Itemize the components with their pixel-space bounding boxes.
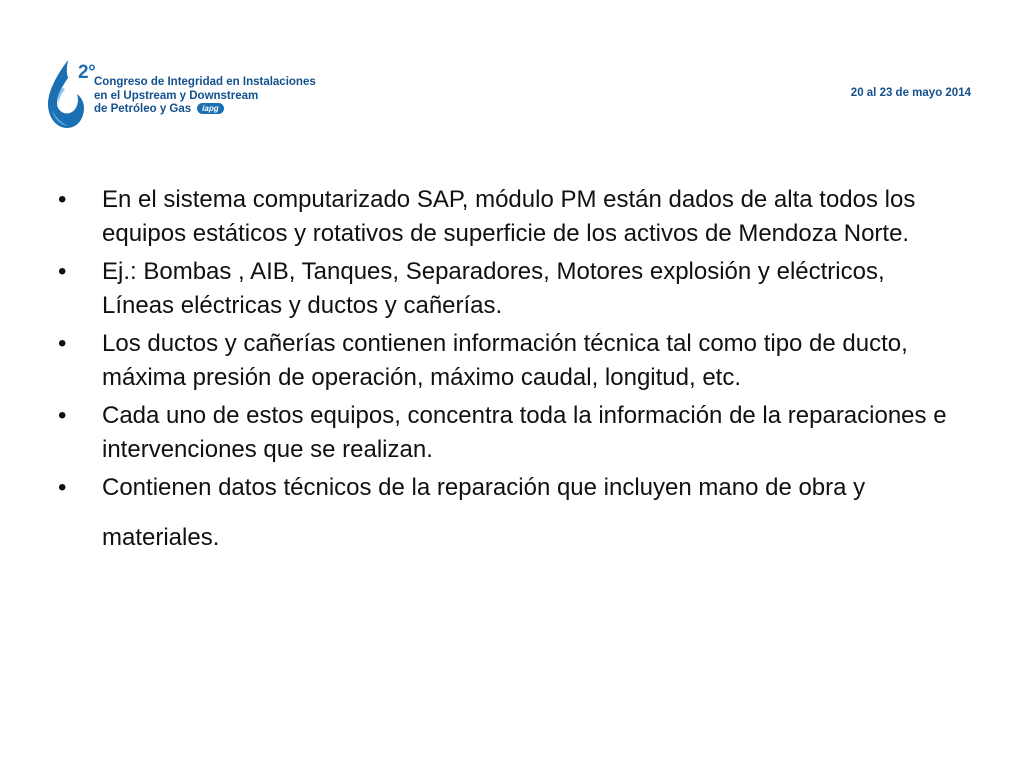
bullet-icon: • [58,474,67,501]
slide-header [0,0,1024,150]
bullet-text: En el sistema computarizado SAP, módulo PM están dados de alta todos los equipos estáticos y rotativos de superficie de los activos de Mendoza Norte. [102,186,916,247]
bullet-text: Los ductos y cañerías contienen información técnica tal como tipo de ducto, máxima presión de operación, máximo caudal, longitud, etc. [102,330,908,391]
slide-body [58,183,958,567]
bullet-icon: • [58,402,67,429]
bullet-item-examples [58,255,958,323]
event-date: 20 al 23 de mayo 2014 [850,87,971,99]
bullet-item-equipment [58,399,958,467]
bullet-item-ducts [58,327,958,395]
bullet-text: Contienen datos técnicos de la reparación que incluyen mano de obra y materiales. [102,474,866,551]
bullet-icon: • [58,258,67,285]
logo-line-3 [94,103,316,117]
bullet-item-repair-data [58,463,958,563]
bullet-list [58,183,958,563]
bullet-icon: • [58,330,67,357]
iapg-badge: iapg [197,103,223,114]
bullet-item-sap [58,183,958,251]
logo-line-2: en el Upstream y Downstream [94,89,259,102]
congress-logo-text [94,76,316,117]
logo-ordinal: 2° [78,62,96,83]
logo-line-3-text: de Petróleo y Gas [94,103,192,115]
bullet-text: Ej.: Bombas , AIB, Tanques, Separadores, Motores explosión y eléctricos, Líneas eléctricas y ductos y cañerías. [102,258,885,319]
bullet-text: Cada uno de estos equipos, concentra toda la información de la reparaciones e intervenciones que se realizan. [102,402,947,463]
logo-line-1: Congreso de Integridad en Instalaciones [94,76,316,88]
bullet-icon: • [58,186,67,213]
